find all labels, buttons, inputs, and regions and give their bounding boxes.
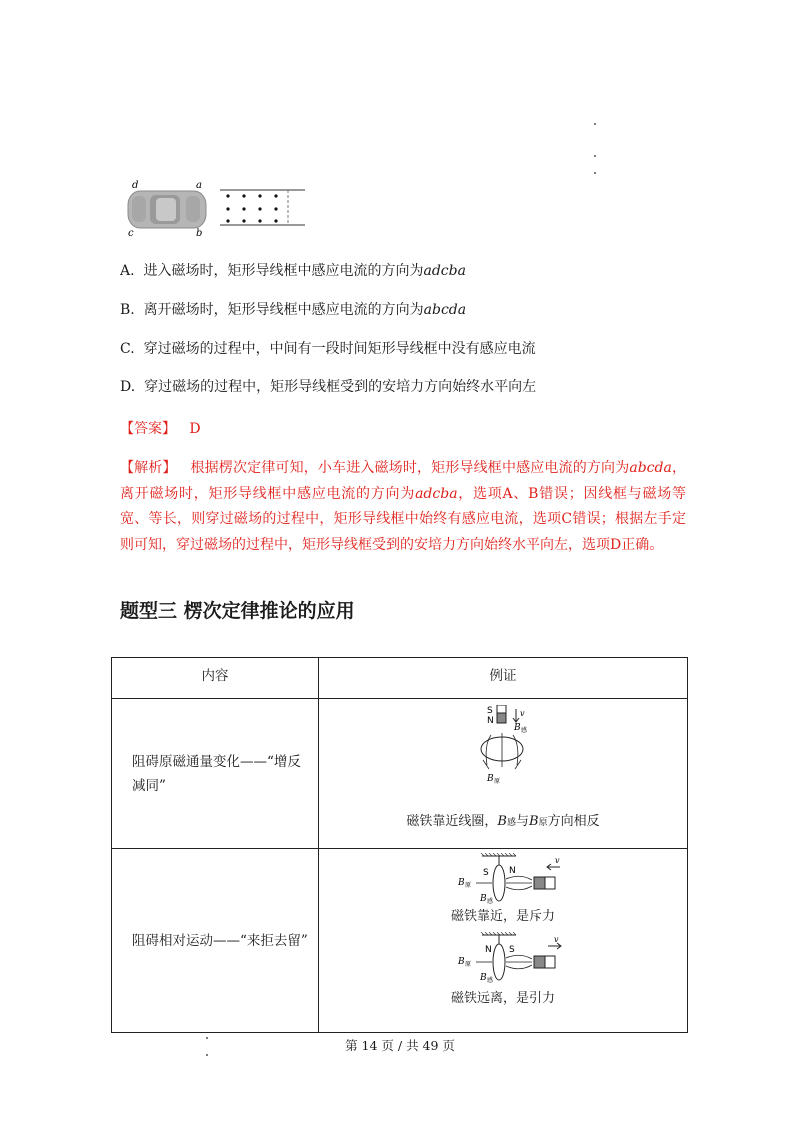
analysis-paragraph <box>120 456 686 558</box>
option-text: 进入磁场时，矩形导线框中感应电流的方向为 <box>143 263 424 279</box>
car-label-b: b <box>196 228 203 238</box>
label-yuan: 原 <box>494 778 501 785</box>
label-b: B <box>480 894 487 904</box>
lenz-table <box>111 657 688 1033</box>
label-b: B <box>458 878 465 888</box>
label-n: N <box>487 716 494 726</box>
option-text: 穿过磁场的过程中，中间有一段时间矩形导线框中没有感应电流 <box>143 341 536 357</box>
table-cell <box>319 699 688 849</box>
stray-dot <box>206 1054 208 1056</box>
option-italic: abcda <box>423 302 467 318</box>
option-a[interactable] <box>120 262 466 280</box>
table-row <box>112 849 688 1033</box>
label-s: S <box>487 706 493 716</box>
caption-part: 原 <box>538 818 548 828</box>
option-c[interactable] <box>120 340 536 358</box>
analysis-text: 根据楞次定律可知，小车进入磁场时，矩形导线框中感应电流的方向为 <box>190 460 630 476</box>
analysis-italic: adcba <box>415 485 458 502</box>
table-cell <box>319 849 688 1033</box>
car-field-figure <box>120 178 320 238</box>
magnet-approach-repel-diagram <box>454 853 574 911</box>
table-header-cell <box>319 658 688 699</box>
label-b: B <box>458 957 465 967</box>
label-n: N <box>509 866 516 876</box>
option-letter: A. <box>120 263 135 279</box>
header-example: 例证 <box>489 668 517 684</box>
page-footer: 第 14 页 / 共 49 页 <box>345 1038 455 1053</box>
stray-dot <box>594 172 596 174</box>
header-content: 内容 <box>201 668 229 684</box>
analysis-italic: abcda <box>629 460 672 476</box>
option-letter: B. <box>120 302 135 318</box>
option-text: 穿过磁场的过程中，矩形导线框受到的安培力方向始终水平向左 <box>144 379 537 395</box>
label-v: v <box>554 935 559 944</box>
option-d[interactable] <box>120 378 536 396</box>
option-b[interactable] <box>120 301 466 319</box>
label-gan: 感 <box>487 977 494 984</box>
table-header-cell <box>112 658 319 699</box>
table-cell <box>112 849 319 1033</box>
car-label-c: c <box>128 228 134 238</box>
table-cell <box>112 699 319 849</box>
caption-part: B <box>497 814 507 829</box>
analysis-text: ，选项A、B错误；因线框与磁场等宽、等长，则穿过磁场的过程中，矩形导线框中始终有感应电流，选项C错误；根据左手定则可知，穿过磁场的过程中，矩形导线框受到的安培力方向始终水平向左，选项D正确。 <box>120 485 687 553</box>
caption-part: 磁铁靠近线圈， <box>406 814 498 829</box>
option-letter: D. <box>120 379 136 395</box>
row-content: 阻碍原磁通量变化——“增反减同” <box>132 753 301 794</box>
analysis-text: ，离开磁场时，矩形导线框中感应电流的方向为 <box>120 460 687 502</box>
label-n: N <box>485 945 492 955</box>
caption-part: 方向相反 <box>547 814 600 829</box>
stray-dot <box>594 155 596 157</box>
magnet-leave-attract-diagram <box>454 932 574 990</box>
caption-part: 与 <box>515 814 529 829</box>
caption-part: 感 <box>506 818 516 828</box>
label-b: B <box>480 973 487 983</box>
car-label-a: a <box>196 180 202 191</box>
option-text: 离开磁场时，矩形导线框中感应电流的方向为 <box>143 302 424 318</box>
car-label-d: d <box>132 180 139 191</box>
stray-dot <box>594 123 596 125</box>
answer-line <box>120 418 201 438</box>
label-gan: 感 <box>521 727 528 734</box>
row-caption: 磁铁靠近，是斥力 <box>450 909 555 924</box>
row-content: 阻碍相对运动——“来拒去留” <box>132 932 308 949</box>
label-s: S <box>483 868 489 878</box>
label-v: v <box>555 856 560 865</box>
label-yuan: 原 <box>465 961 472 968</box>
answer-value: D <box>189 421 201 437</box>
table-row <box>112 699 688 849</box>
label-v: v <box>520 709 525 718</box>
label-gan: 感 <box>487 898 494 905</box>
label-b: B <box>487 774 494 784</box>
analysis-label: 【解析】 <box>120 460 177 476</box>
table-header-row <box>112 658 688 699</box>
option-letter: C. <box>120 341 135 357</box>
row-caption: 磁铁远离，是引力 <box>450 991 555 1006</box>
caption-part: B <box>529 814 539 829</box>
option-italic: adcba <box>423 263 466 279</box>
magnet-approach-diagram <box>469 705 569 795</box>
label-b: B <box>514 723 521 733</box>
answer-label: 【答案】 <box>120 421 176 437</box>
section-title: 题型三 楞次定律推论的应用 <box>120 600 355 622</box>
label-s: S <box>509 945 515 955</box>
row-caption <box>319 810 687 829</box>
label-yuan: 原 <box>465 882 472 889</box>
